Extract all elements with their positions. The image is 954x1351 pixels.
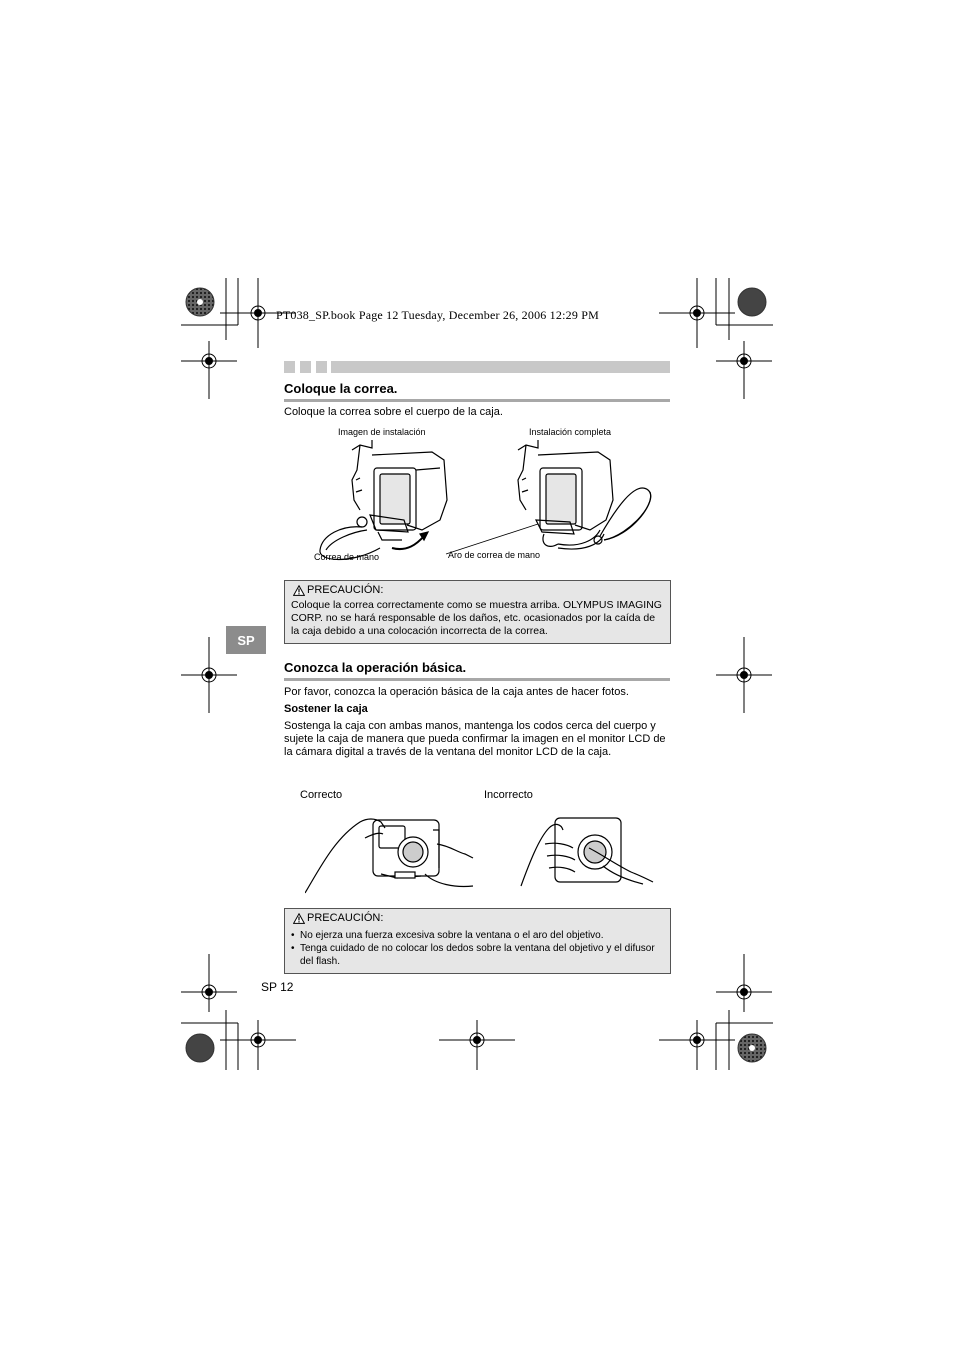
caution-box-strap <box>284 580 671 644</box>
section-indicator-bar <box>284 361 670 373</box>
section-heading-strap: Coloque la correa. <box>284 381 398 396</box>
figure-caption-complete: Instalación completa <box>529 427 612 437</box>
page-number: SP 12 <box>261 980 294 994</box>
heading-rule <box>284 399 670 402</box>
label-strap-ring: Aro de correa de mano <box>448 550 541 560</box>
correct-hold-illustration <box>305 808 475 896</box>
list-item: • No ejerza una fuerza excesiva sobre la ventana o el aro del objetivo. <box>291 930 604 941</box>
label-incorrect: Incorrecto <box>484 789 533 801</box>
label-correct: Correcto <box>300 789 343 801</box>
caution-list <box>291 929 663 968</box>
incorrect-hold-illustration <box>515 808 655 896</box>
caution-text: Coloque la correa correctamente como se muestra arriba. OLYMPUS IMAGING CORP. no se hará responsable de los daños, etc. ocasionados por la caída de la caja debido a una colocación incorrecta de la correa. <box>291 599 662 637</box>
language-tab: SP <box>226 626 266 654</box>
heading-rule <box>284 678 670 681</box>
subheading-hold-case: Sostener la caja <box>284 703 368 715</box>
hold-case-paragraph: Sostenga la caja con ambas manos, mantenga los codos cerca del cuerpo y sujete la caja de manera que pueda confirmar la imagen en el monitor LCD de la cámara digital a través de la ventana del monitor LCD de la caja. <box>284 720 666 758</box>
basic-operation-intro: Por favor, conozca la operación básica de la caja antes de hacer fotos. <box>284 686 629 698</box>
caution-title: PRECAUCIÓN: <box>293 912 383 924</box>
label-hand-strap: Correa de mano <box>314 552 380 562</box>
list-item: • Tenga cuidado de no colocar los dedos sobre la ventana del objetivo y el difusor del flash. <box>291 943 655 967</box>
label-leader-line <box>440 520 540 560</box>
warning-triangle-icon <box>293 913 305 924</box>
warning-triangle-icon <box>293 585 305 596</box>
section-heading-basic-operation: Conozca la operación básica. <box>284 660 467 675</box>
strap-intro-text: Coloque la correa sobre el cuerpo de la caja. <box>284 406 503 418</box>
caution-box-handling <box>284 908 671 974</box>
figure-caption-install: Imagen de instalación <box>338 427 426 437</box>
caution-title: PRECAUCIÓN: <box>293 584 383 596</box>
print-header: PT038_SP.book Page 12 Tuesday, December 26, 2006 12:29 PM <box>276 308 599 322</box>
